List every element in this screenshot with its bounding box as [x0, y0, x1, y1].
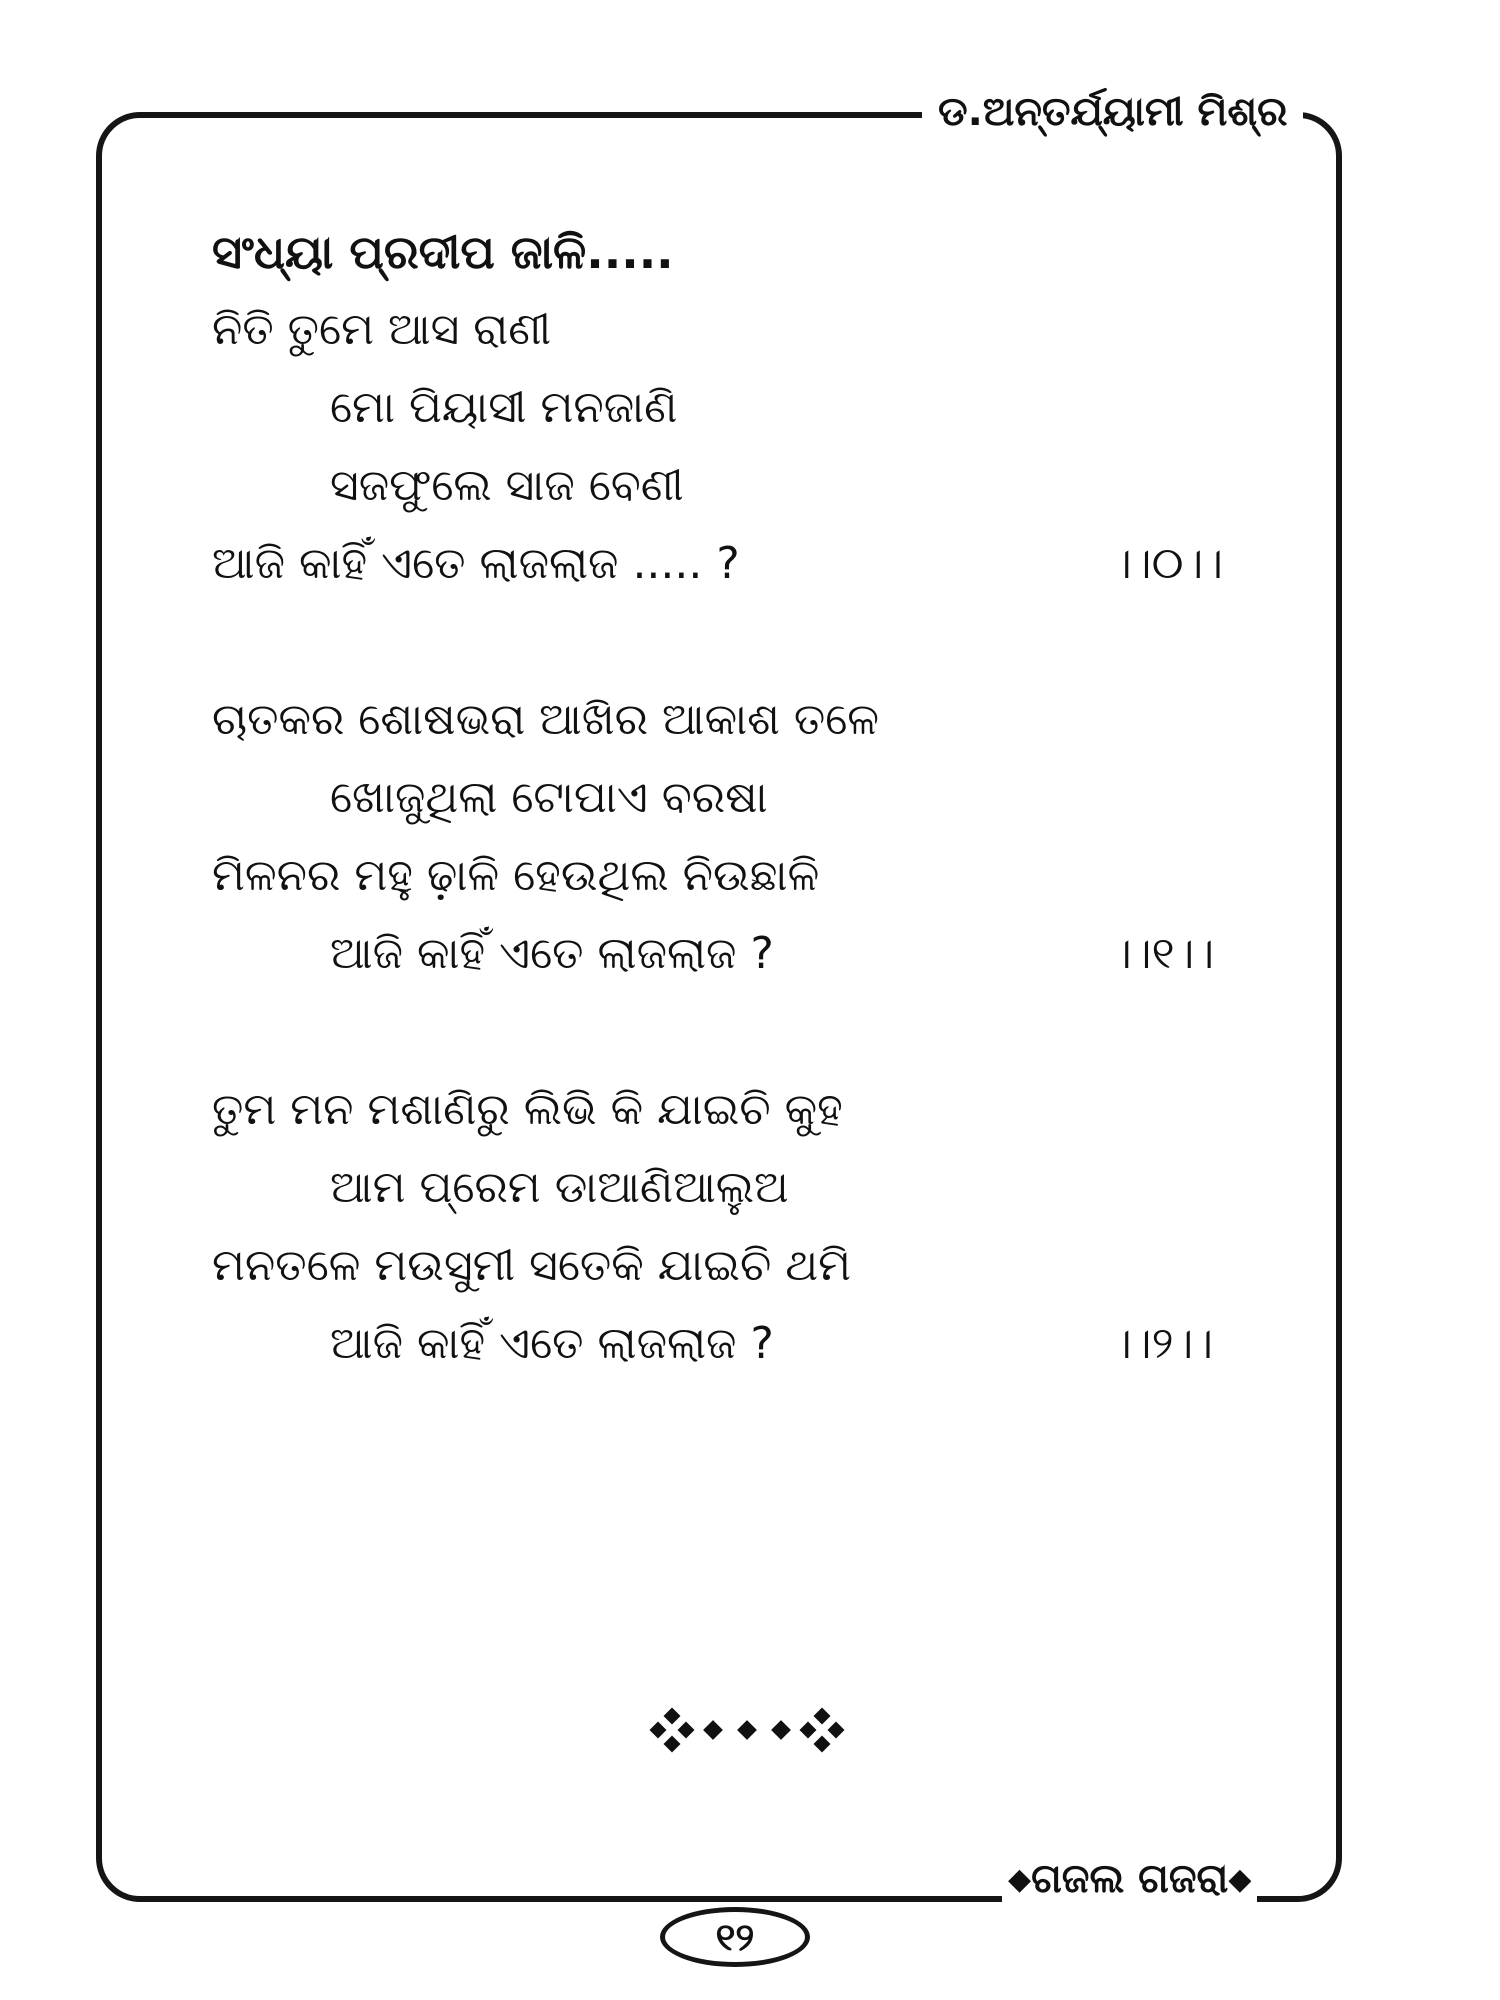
page-frame	[96, 112, 1342, 1902]
stanza-3-line-1: ତୁମ ମନ ମଶାଣିରୁ ଲିଭି କି ଯାଇଚି କୁହ	[212, 1084, 843, 1135]
stanza-1-line-1: ନିତି ତୁମେ ଆସ ରାଣୀ	[212, 304, 552, 355]
stanza-3-line-4: ଆଜି କାହିଁ ଏତେ ଲାଜଲାଜ ?	[330, 1318, 774, 1369]
diamond-icon: ◆	[1008, 1862, 1032, 1897]
stanza-1-line-2: ମୋ ପିୟାସୀ ମନଜାଣି	[330, 382, 678, 433]
diamond-cluster-icon	[652, 1710, 692, 1750]
author-name: ଡ.ଅନ୍ତର୍ଯ୍ୟାମୀ ମିଶ୍ର	[922, 86, 1303, 138]
diamond-icon	[737, 1720, 757, 1740]
stanza-1-number: ।।୦।।	[1112, 538, 1224, 589]
diamond-icon	[771, 1720, 791, 1740]
diamond-icon: ◆	[1228, 1862, 1252, 1897]
stanza-1-line-3: ସଜଫୁଲେ ସାଜ ବେଣୀ	[330, 460, 684, 511]
page-number: ୧୨	[660, 1907, 810, 1967]
stanza-1-line-4: ଆଜି କାହିଁ ଏତେ ଲାଜଲାଜ ..... ?	[212, 538, 740, 589]
stanza-2-line-2: ଖୋଜୁଥିଲା ଟୋପାଏ ବରଷା	[330, 772, 768, 823]
stanza-2-line-4: ଆଜି କାହିଁ ଏତେ ଲାଜଲାଜ ?	[330, 928, 774, 979]
stanza-2-number: ।।୧।।	[1112, 928, 1215, 979]
diamond-icon	[703, 1720, 723, 1740]
book-title-tag	[1002, 1853, 1257, 1906]
stanza-2-line-1: ଚାତକର ଶୋଷଭରା ଆଖିର ଆକାଶ ତଳେ	[212, 694, 880, 745]
book-title: ଗଜଲ ଗଜରା	[1031, 1856, 1229, 1902]
diamond-cluster-icon	[802, 1710, 842, 1750]
stanza-2-line-3: ମିଳନର ମହୁ ଢ଼ାଳି ହେଉଥିଲ ନିଉଛାଳି	[212, 850, 820, 901]
stanza-3-number: ।।୨।।	[1112, 1318, 1214, 1369]
poem-title: ସଂଧ୍ୟା ପ୍ରଦୀପ ଜାଳି.....	[212, 225, 674, 279]
stanza-3-line-3: ମନତଳେ ମଉସୁମୀ ସତେକି ଯାଇଚି ଥମି	[212, 1240, 852, 1291]
stanza-3-line-2: ଆମ ପ୍ରେମ ଡାଆଣିଆଲୁଅ	[330, 1162, 789, 1213]
ornament-divider	[652, 1700, 842, 1760]
